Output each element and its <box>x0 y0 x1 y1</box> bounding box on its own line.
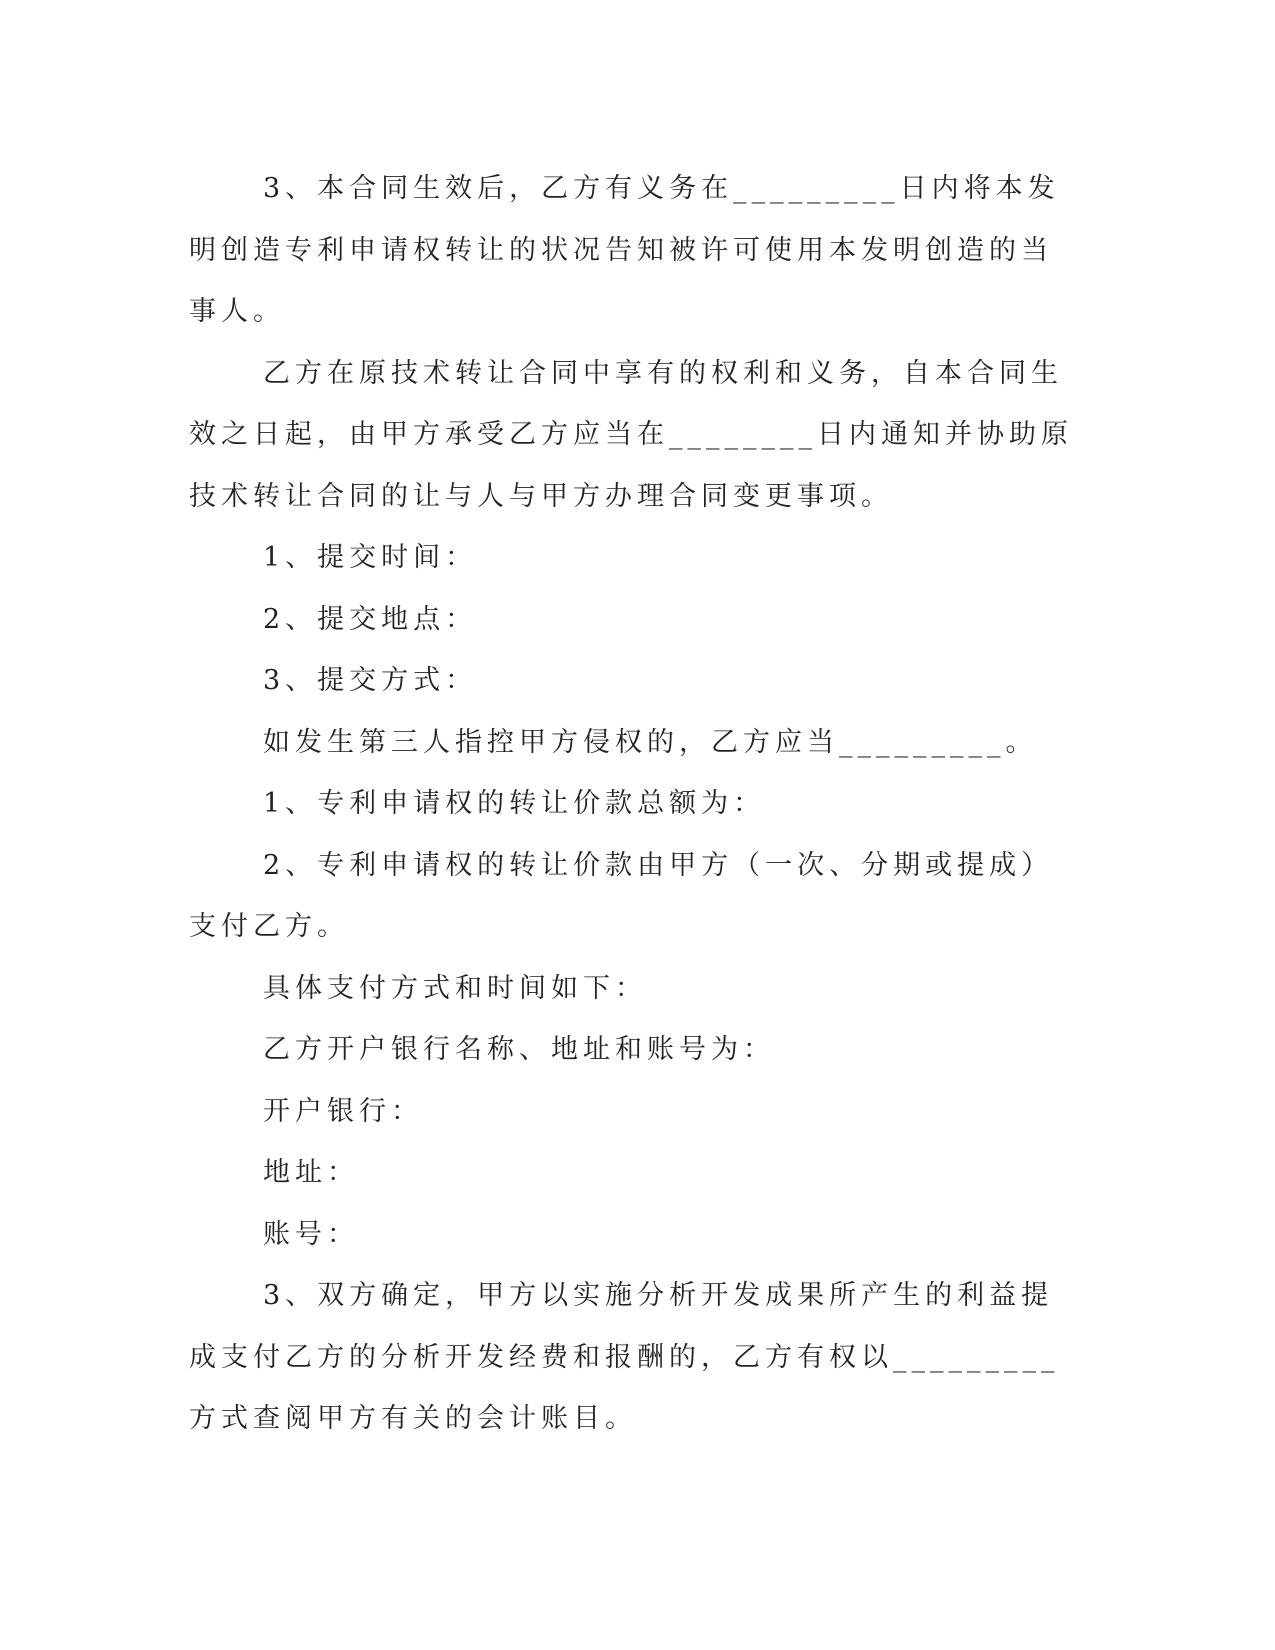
paragraph-text: 1、专利申请权的转让价款总额为： <box>263 788 766 819</box>
paragraph-rights-transfer <box>189 343 1074 528</box>
paragraph-submit-method <box>189 650 1074 712</box>
paragraph-text: 2、专利申请权的转让价款由甲方（一次、分期或提成）支付乙方。 <box>189 849 1054 942</box>
paragraph-text: 3、双方确定，甲方以实施分析开发成果所产生的利益提成支付乙方的分析开发经费和报酬的，乙方有权以_________方式查阅甲方有关的会计账目。 <box>189 1280 1060 1434</box>
paragraph-text: 乙方开户银行名称、地址和账号为： <box>263 1034 775 1065</box>
paragraph-text: 具体支付方式和时间如下： <box>263 972 647 1004</box>
paragraph-text: 账号： <box>263 1218 359 1250</box>
document-body <box>189 158 1074 1450</box>
paragraph-submit-place <box>189 589 1074 651</box>
paragraph-text: 地址： <box>263 1157 359 1188</box>
paragraph-payment-details <box>189 958 1074 1020</box>
paragraph-accounting-review <box>189 1265 1074 1450</box>
paragraph-text: 开户银行： <box>263 1095 423 1127</box>
paragraph-bank-name <box>189 1081 1074 1143</box>
paragraph-notify-licensees <box>189 158 1074 343</box>
paragraph-text: 如发生第三人指控甲方侵权的，乙方应当_________。 <box>263 726 1038 758</box>
paragraph-total-price <box>189 773 1074 835</box>
paragraph-bank-info <box>189 1019 1074 1081</box>
paragraph-text: 乙方在原技术转让合同中享有的权利和义务，自本合同生效之日起，由甲方承受乙方应当在________日内通知并协助原技术转让合同的让与人与甲方办理合同变更事项。 <box>189 357 1073 512</box>
paragraph-text: 2、提交地点： <box>263 603 478 635</box>
paragraph-text: 3、本合同生效后，乙方有义务在_________日内将本发明创造专利申请权转让的状况告知被许可使用本发明创造的当事人。 <box>189 173 1060 327</box>
paragraph-submit-time <box>189 527 1074 589</box>
paragraph-bank-account <box>189 1204 1074 1266</box>
paragraph-text: 3、提交方式： <box>263 665 478 696</box>
paragraph-bank-address <box>189 1142 1074 1204</box>
paragraph-payment-mode <box>189 835 1074 958</box>
paragraph-text: 1、提交时间： <box>263 542 478 573</box>
paragraph-infringement <box>189 712 1074 774</box>
